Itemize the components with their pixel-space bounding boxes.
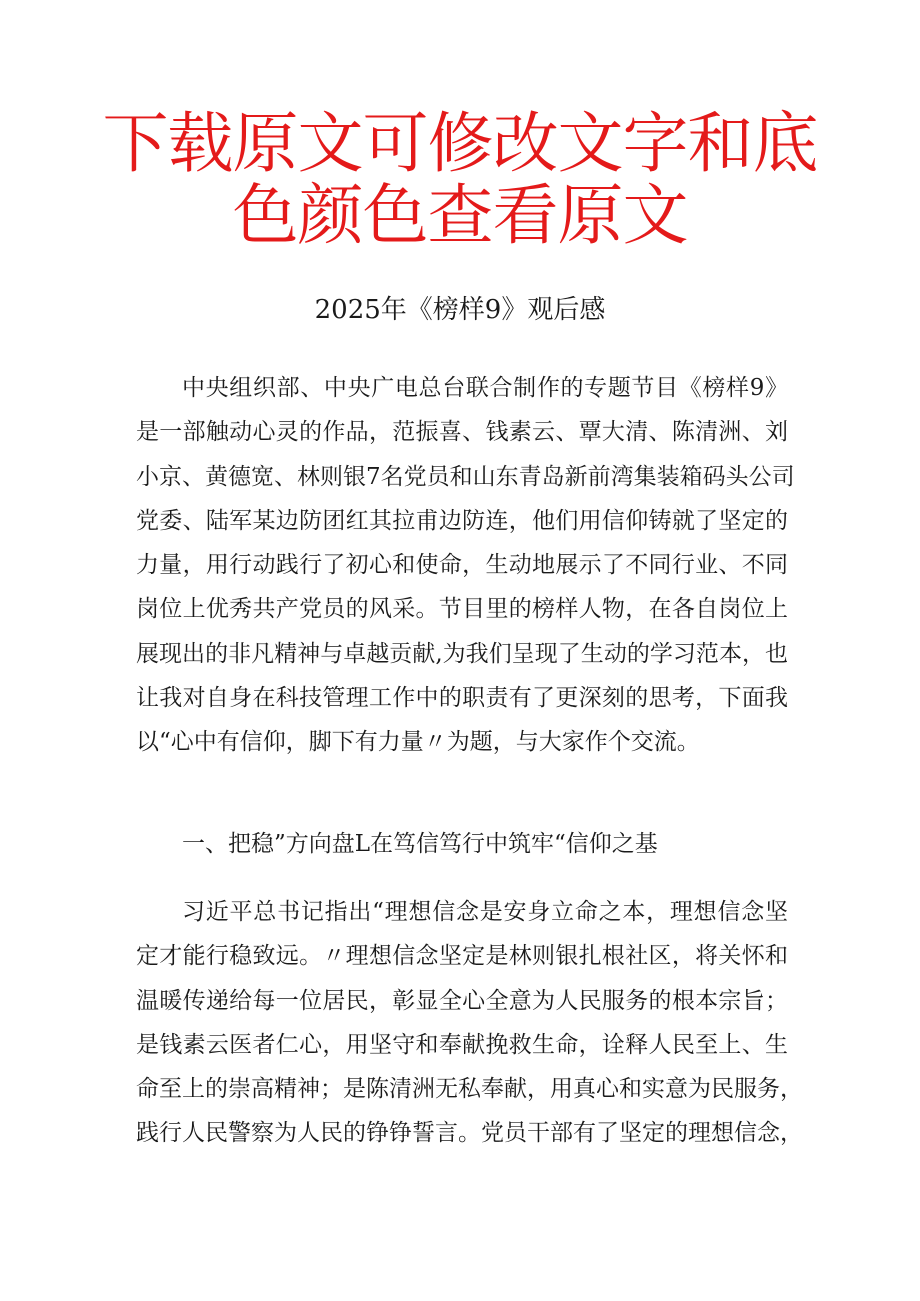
text-line: 是钱素云医者仁心，用坚守和奉献挽救生命，诠释人民至上、生 (136, 1031, 788, 1058)
section-heading-1 (136, 822, 788, 866)
text-line: 定才能行稳致远。〃理想信念坚定是林则银扎根社区，将关怀和 (136, 943, 788, 970)
text-line: 小京、黄德宽、林则银7名党员和山东青岛新前湾集装箱码头公司 (136, 463, 795, 490)
download-banner (0, 105, 920, 254)
text-line: 力量，用行动践行了初心和使命，生动地展示了不同行业、不同 (136, 552, 788, 579)
banner-line-2: 色颜色查看原文 (232, 177, 688, 254)
text-line: 让我对自身在科技管理工作中的职责有了更深刻的思考，下面我 (136, 685, 788, 712)
text-line: 展现出的非凡精神与卓越贡献,为我们呈现了生动的学习范本，也 (136, 640, 788, 667)
text-line: 以“心中有信仰，脚下有力量〃为题，与大家作个交流。 (136, 729, 700, 756)
text-line: 温暖传递给每一位居民，彰显全心全意为人民服务的根本宗旨； (136, 987, 788, 1014)
text-line: 是一部触动心灵的作品，范振喜、钱素云、覃大清、陈清洲、刘 (136, 419, 788, 446)
text-line: 命至上的崇高精神；是陈清洲无私奉献，用真心和实意为民服务， (136, 1076, 803, 1103)
paragraph-2 (136, 890, 803, 1156)
paragraph-1 (136, 366, 795, 765)
text-line: 中央组织部、中央广电总台联合制作的专题节目《榜样9》 (182, 375, 788, 401)
text-line: 践行人民警察为人民的铮铮誓言。党员干部有了坚定的理想信念， (136, 1120, 803, 1147)
text-line: 岗位上优秀共产党员的风采。节目里的榜样人物，在各自岗位上 (136, 596, 788, 623)
document-title: 2025年《榜样9》观后感 (314, 295, 606, 325)
banner-line-1: 下载原文可修改文字和底 (102, 105, 818, 182)
text-line: 习近平总书记指出“理想信念是安身立命之本，理想信念坚 (182, 899, 788, 925)
section-heading-text: 一、把稳”方向盘L在笃信笃行中筑牢“信仰之基 (182, 831, 658, 857)
text-line: 党委、陆军某边防团红其拉甫边防连，他们用信仰铸就了坚定的 (136, 507, 788, 534)
